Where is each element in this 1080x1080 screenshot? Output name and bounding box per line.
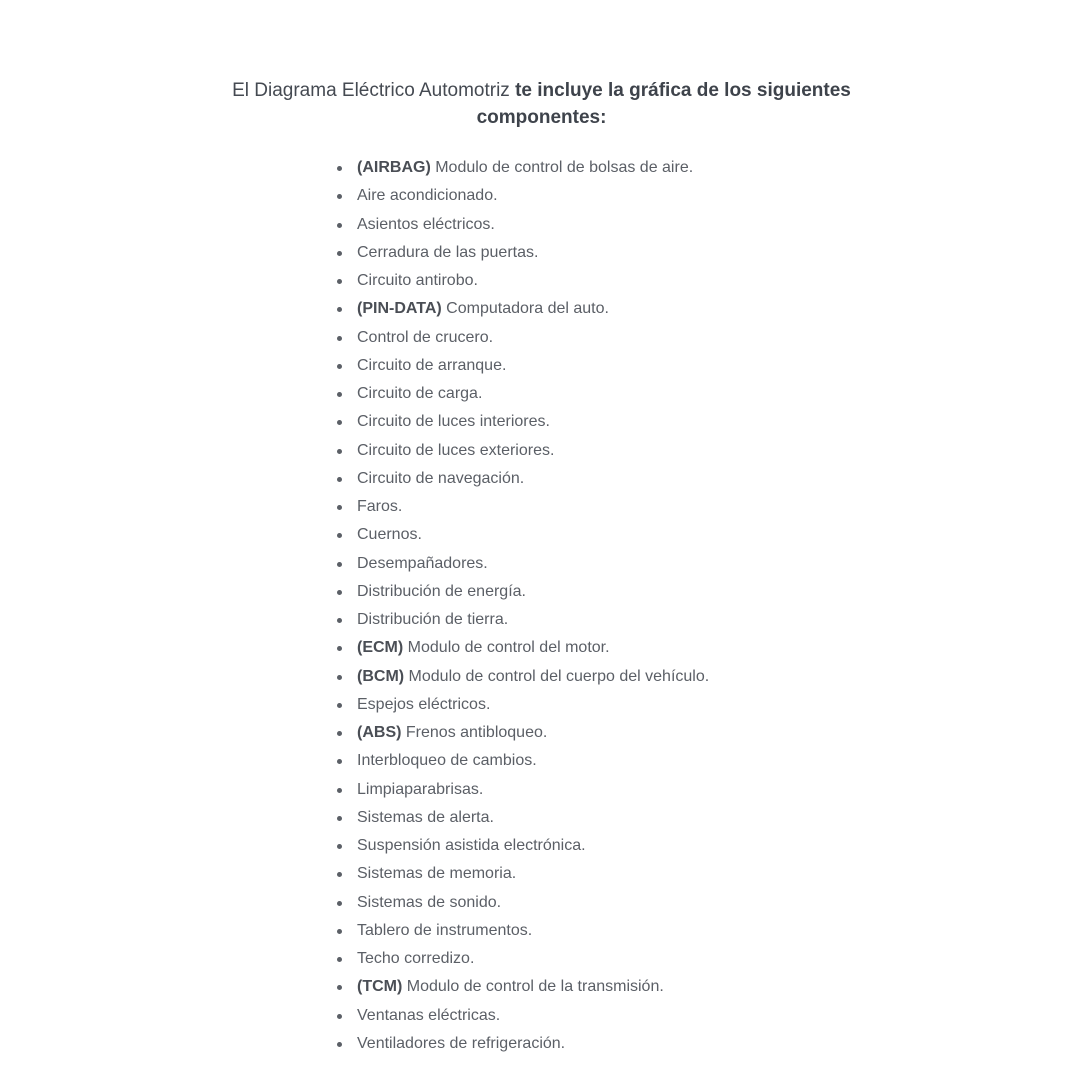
component-item (335, 889, 895, 917)
component-item (335, 239, 895, 267)
bullet-icon (337, 1042, 342, 1047)
component-item (335, 295, 895, 323)
component-text: Cuernos. (357, 526, 422, 544)
bullet-icon (337, 251, 342, 256)
component-item (335, 408, 895, 436)
bullet-icon (337, 420, 342, 425)
component-text: Circuito antirobo. (357, 272, 478, 289)
intro-heading (200, 77, 883, 131)
component-item (335, 973, 895, 1001)
component-text: Distribución de energía. (357, 582, 526, 600)
component-item (335, 465, 895, 493)
component-item (335, 776, 895, 804)
component-tag: (ABS) (357, 724, 402, 741)
component-text: Aire acondicionado. (357, 187, 498, 205)
bullet-icon (337, 901, 342, 906)
bullet-icon (337, 505, 342, 510)
component-text: Ventiladores de refrigeración. (357, 1034, 566, 1052)
component-tag: (BCM) (357, 667, 405, 685)
component-text: Sistemas de memoria. (357, 865, 517, 883)
component-item (335, 719, 895, 747)
bullet-icon (337, 166, 342, 171)
component-item (335, 663, 895, 691)
bullet-icon (337, 985, 342, 990)
bullet-icon (337, 731, 342, 736)
bullet-icon (337, 392, 342, 397)
component-text: Circuito de carga. (357, 385, 483, 402)
bullet-icon (337, 449, 342, 454)
bullet-icon (337, 816, 342, 821)
component-item (335, 493, 895, 521)
bullet-icon (337, 307, 342, 312)
component-text: Circuito de navegación. (357, 469, 525, 487)
bullet-icon (337, 703, 342, 708)
bullet-icon (337, 336, 342, 341)
component-item (335, 832, 895, 860)
component-text: Asientos eléctricos. (357, 215, 495, 233)
component-item (335, 860, 895, 888)
component-item (335, 1030, 895, 1058)
bullet-icon (337, 957, 342, 962)
component-item (335, 380, 895, 408)
component-item (335, 691, 895, 719)
component-item (335, 1002, 895, 1030)
component-item (335, 182, 895, 210)
component-item (335, 578, 895, 606)
component-text: Faros. (357, 498, 403, 515)
component-text: Espejos eléctricos. (357, 695, 491, 713)
component-item (335, 917, 895, 945)
component-tag: (TCM) (357, 978, 403, 996)
bullet-icon (337, 929, 342, 934)
component-text: Computadora del auto. (446, 300, 609, 318)
component-tag: (PIN-DATA) (357, 300, 442, 318)
component-item (335, 945, 895, 973)
bullet-icon (337, 675, 342, 680)
component-text: Circuito de luces exteriores. (357, 441, 555, 459)
bullet-icon (337, 279, 342, 284)
component-text: Suspensión asistida electrónica. (357, 837, 586, 854)
component-text: Modulo de control de la transmisión. (406, 978, 664, 996)
component-text: Control de crucero. (357, 328, 494, 346)
component-text: Sistemas de sonido. (357, 893, 502, 911)
component-text: Tablero de instrumentos. (357, 921, 533, 939)
component-item (335, 324, 895, 352)
bullet-icon (337, 872, 342, 877)
components-list (335, 154, 895, 1058)
component-text: Circuito de arranque. (357, 356, 507, 374)
component-tag: (AIRBAG) (357, 159, 431, 176)
component-text: Distribución de tierra. (357, 611, 509, 628)
component-text: Sistemas de alerta. (357, 808, 494, 826)
component-text: Ventanas eléctricas. (357, 1006, 501, 1024)
heading-prefix: El Diagrama Eléctrico Automotriz (232, 80, 510, 101)
component-item (335, 747, 895, 775)
component-item (335, 550, 895, 578)
bullet-icon (337, 223, 342, 228)
bullet-icon (337, 646, 342, 651)
component-item (335, 804, 895, 832)
component-item (335, 267, 895, 295)
component-text: Desempañadores. (357, 554, 488, 572)
bullet-icon (337, 477, 342, 482)
component-text: Modulo de control del cuerpo del vehículo. (408, 667, 710, 685)
component-item (335, 211, 895, 239)
bullet-icon (337, 194, 342, 199)
bullet-icon (337, 1014, 342, 1019)
bullet-icon (337, 533, 342, 538)
component-item (335, 521, 895, 549)
component-text: Circuito de luces interiores. (357, 413, 550, 431)
component-item (335, 437, 895, 465)
heading-emphasis: te incluye la gráfica de los siguientes componentes: (476, 80, 851, 128)
bullet-icon (337, 590, 342, 595)
component-text: Frenos antibloqueo. (405, 724, 548, 741)
component-item (335, 634, 895, 662)
component-item (335, 352, 895, 380)
bullet-icon (337, 562, 342, 567)
component-text: Techo corredizo. (357, 950, 475, 967)
component-text: Modulo de control de bolsas de aire. (435, 159, 694, 176)
component-text: Interbloqueo de cambios. (357, 752, 537, 770)
bullet-icon (337, 364, 342, 369)
component-text: Modulo de control del motor. (407, 639, 610, 657)
bullet-icon (337, 618, 342, 623)
bullet-icon (337, 759, 342, 764)
component-text: Cerradura de las puertas. (357, 243, 539, 261)
component-item (335, 154, 895, 182)
component-item (335, 606, 895, 634)
bullet-icon (337, 788, 342, 793)
bullet-icon (337, 844, 342, 849)
component-tag: (ECM) (357, 639, 404, 657)
component-text: Limpiaparabrisas. (357, 780, 484, 798)
